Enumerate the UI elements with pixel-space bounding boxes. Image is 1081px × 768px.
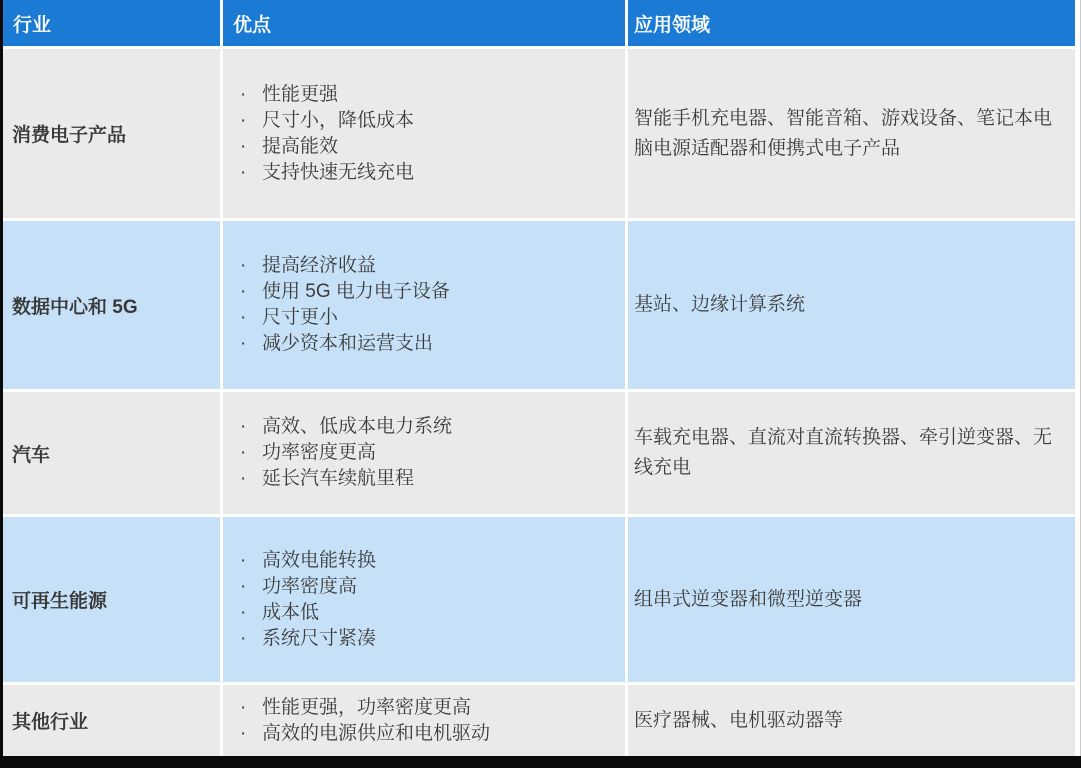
advantage-text: 尺寸小，降低成本 xyxy=(262,109,415,131)
applications-text: 组串式逆变器和微型逆变器 xyxy=(634,588,863,610)
industry-table xyxy=(3,0,1075,756)
bullet-icon: · xyxy=(240,549,247,571)
advantages-list xyxy=(223,253,619,357)
applications-cell xyxy=(628,517,1075,682)
advantages-cell xyxy=(223,517,625,682)
advantage-item xyxy=(223,466,619,492)
advantage-item xyxy=(223,160,619,186)
bullet-icon: · xyxy=(240,83,247,105)
advantage-text: 高效、低成本电力系统 xyxy=(262,416,453,437)
bullet-icon: · xyxy=(240,468,247,489)
table-row xyxy=(3,49,1075,218)
advantage-text: 功率密度高 xyxy=(262,575,358,597)
industry-cell: 数据中心和 5G xyxy=(3,221,220,389)
bullet-icon: · xyxy=(240,333,247,354)
industry-cell: 其他行业 xyxy=(3,685,220,756)
advantage-text: 使用 5G 电力电子设备 xyxy=(262,281,450,302)
advantage-text: 成本低 xyxy=(262,601,320,623)
applications-cell xyxy=(628,49,1075,218)
advantages-list xyxy=(223,414,619,492)
bullet-icon: · xyxy=(240,109,247,131)
advantage-text: 提高能效 xyxy=(262,135,339,157)
advantages-cell xyxy=(223,392,625,514)
header-cell-industry: 行业 xyxy=(3,0,220,46)
advantages-list xyxy=(223,695,619,747)
advantage-text: 支持快速无线充电 xyxy=(262,161,415,183)
bullet-icon: · xyxy=(240,307,247,328)
bullet-icon: · xyxy=(240,281,247,302)
advantage-text: 性能更强，功率密度更高 xyxy=(262,696,472,718)
advantage-item xyxy=(223,331,619,357)
applications-text: 医疗器械、电机驱动器等 xyxy=(634,709,844,731)
advantage-item xyxy=(223,626,619,652)
bottom-black-bar xyxy=(0,756,1081,768)
advantage-item xyxy=(223,108,619,134)
advantage-item xyxy=(223,279,619,305)
advantages-cell xyxy=(223,685,625,756)
advantages-list xyxy=(223,82,619,186)
advantage-text: 功率密度更高 xyxy=(262,442,377,463)
advantage-text: 尺寸更小 xyxy=(262,307,339,328)
applications-cell xyxy=(628,685,1075,756)
bullet-icon: · xyxy=(240,601,247,623)
advantages-cell xyxy=(223,221,625,389)
advantage-item xyxy=(223,253,619,279)
bullet-icon: · xyxy=(240,627,247,649)
advantages-list xyxy=(223,548,619,652)
advantage-item xyxy=(223,548,619,574)
table-row xyxy=(3,392,1075,514)
table-row xyxy=(3,685,1075,756)
advantage-item xyxy=(223,721,619,747)
advantage-text: 提高经济收益 xyxy=(262,255,377,276)
advantage-text: 减少资本和运营支出 xyxy=(262,333,434,354)
bullet-icon: · xyxy=(240,255,247,276)
advantage-item xyxy=(223,305,619,331)
industry-cell: 汽车 xyxy=(3,392,220,514)
advantage-text: 高效电能转换 xyxy=(262,549,377,571)
table-header-row xyxy=(3,0,1075,46)
bullet-icon: · xyxy=(240,575,247,597)
advantage-item xyxy=(223,440,619,466)
advantage-text: 高效的电源供应和电机驱动 xyxy=(262,722,491,744)
advantage-text: 性能更强 xyxy=(262,83,339,105)
bullet-icon: · xyxy=(240,135,247,157)
bullet-icon: · xyxy=(240,696,247,718)
advantage-item xyxy=(223,574,619,600)
applications-text: 智能手机充电器、智能音箱、游戏设备、笔记本电脑电源适配器和便携式电子产品 xyxy=(634,107,1053,159)
header-cell-applications: 应用领域 xyxy=(628,0,1075,46)
table-row xyxy=(3,221,1075,389)
table-row xyxy=(3,517,1075,682)
advantages-cell xyxy=(223,49,625,218)
applications-cell xyxy=(628,392,1075,514)
header-cell-advantages: 优点 xyxy=(223,0,625,46)
advantage-item xyxy=(223,134,619,160)
bullet-icon: · xyxy=(240,161,247,183)
applications-cell xyxy=(628,221,1075,389)
bullet-icon: · xyxy=(240,416,247,437)
advantage-item xyxy=(223,82,619,108)
industry-cell: 可再生能源 xyxy=(3,517,220,682)
advantage-item xyxy=(223,414,619,440)
bullet-icon: · xyxy=(240,722,247,744)
industry-cell: 消费电子产品 xyxy=(3,49,220,218)
bullet-icon: · xyxy=(240,442,247,463)
advantage-item xyxy=(223,695,619,721)
applications-text: 车载充电器、直流对直流转换器、牵引逆变器、无线充电 xyxy=(634,427,1053,478)
applications-text: 基站、边缘计算系统 xyxy=(634,294,806,315)
advantage-item xyxy=(223,600,619,626)
advantage-text: 系统尺寸紧凑 xyxy=(262,627,377,649)
advantage-text: 延长汽车续航里程 xyxy=(262,468,415,489)
